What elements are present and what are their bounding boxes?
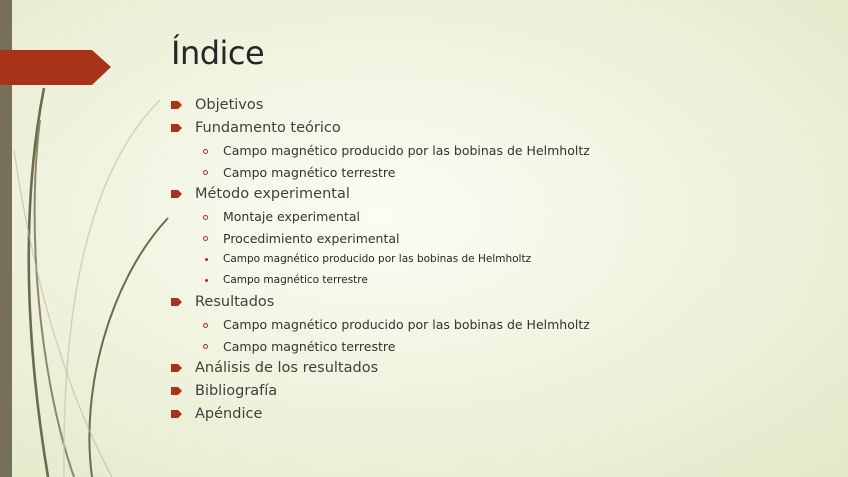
toc-item-label: Campo magnético producido por las bobinas de Helmholtz xyxy=(223,143,590,158)
arrow-bullet-icon xyxy=(171,101,182,109)
title-arrow-shape xyxy=(0,50,112,86)
toc-item xyxy=(170,94,590,117)
slide-title: Índice xyxy=(171,34,265,72)
toc-subitem xyxy=(170,314,590,336)
arrow-bullet-icon xyxy=(171,124,182,132)
toc-item xyxy=(170,117,590,140)
circle-bullet-icon xyxy=(203,323,208,328)
toc-item-label: Campo magnético producido por las bobinas de Helmholtz xyxy=(223,317,590,332)
toc-item-label: Procedimiento experimental xyxy=(223,230,400,246)
toc-item-label: Método experimental xyxy=(195,186,350,202)
toc-subitem xyxy=(170,162,590,184)
toc-item-label: Análisis de los resultados xyxy=(195,360,379,376)
toc-item-label: Objetivos xyxy=(195,97,264,113)
toc-item-label: Montaje experimental xyxy=(223,209,360,224)
circle-bullet-icon xyxy=(203,236,208,241)
toc-subitem xyxy=(170,336,590,358)
arrow-bullet-icon xyxy=(171,387,182,395)
circle-bullet-icon xyxy=(203,170,208,175)
arrow-bullet-icon xyxy=(171,410,182,418)
toc-subitem xyxy=(170,228,590,250)
table-of-contents xyxy=(170,94,590,426)
toc-subitem xyxy=(170,270,590,291)
toc-item xyxy=(170,183,590,206)
toc-item xyxy=(170,291,590,314)
toc-item-label: Campo magnético terrestre xyxy=(223,274,368,286)
toc-item xyxy=(170,403,590,426)
toc-item-label: Bibliografía xyxy=(195,383,278,399)
circle-bullet-icon xyxy=(203,215,208,220)
arrow-bullet-icon xyxy=(171,364,182,372)
toc-subitem xyxy=(170,140,590,162)
toc-item-label: Apéndice xyxy=(195,406,263,422)
toc-subitem xyxy=(170,206,590,228)
arrow-bullet-icon xyxy=(171,298,182,306)
arrow-bullet-icon xyxy=(171,190,182,198)
toc-item-label: Resultados xyxy=(195,294,275,310)
toc-item-label: Fundamento teórico xyxy=(195,120,341,136)
toc-item-label: Campo magnético producido por las bobinas de Helmholtz xyxy=(223,253,532,265)
toc-item-label: Campo magnético terrestre xyxy=(223,164,396,180)
dot-bullet-icon xyxy=(205,279,208,282)
toc-item xyxy=(170,357,590,380)
circle-bullet-icon xyxy=(203,344,208,349)
toc-item xyxy=(170,380,590,403)
toc-item-label: Campo magnético terrestre xyxy=(223,338,396,354)
dot-bullet-icon xyxy=(205,258,208,261)
toc-subitem xyxy=(170,249,590,270)
circle-bullet-icon xyxy=(203,149,208,154)
